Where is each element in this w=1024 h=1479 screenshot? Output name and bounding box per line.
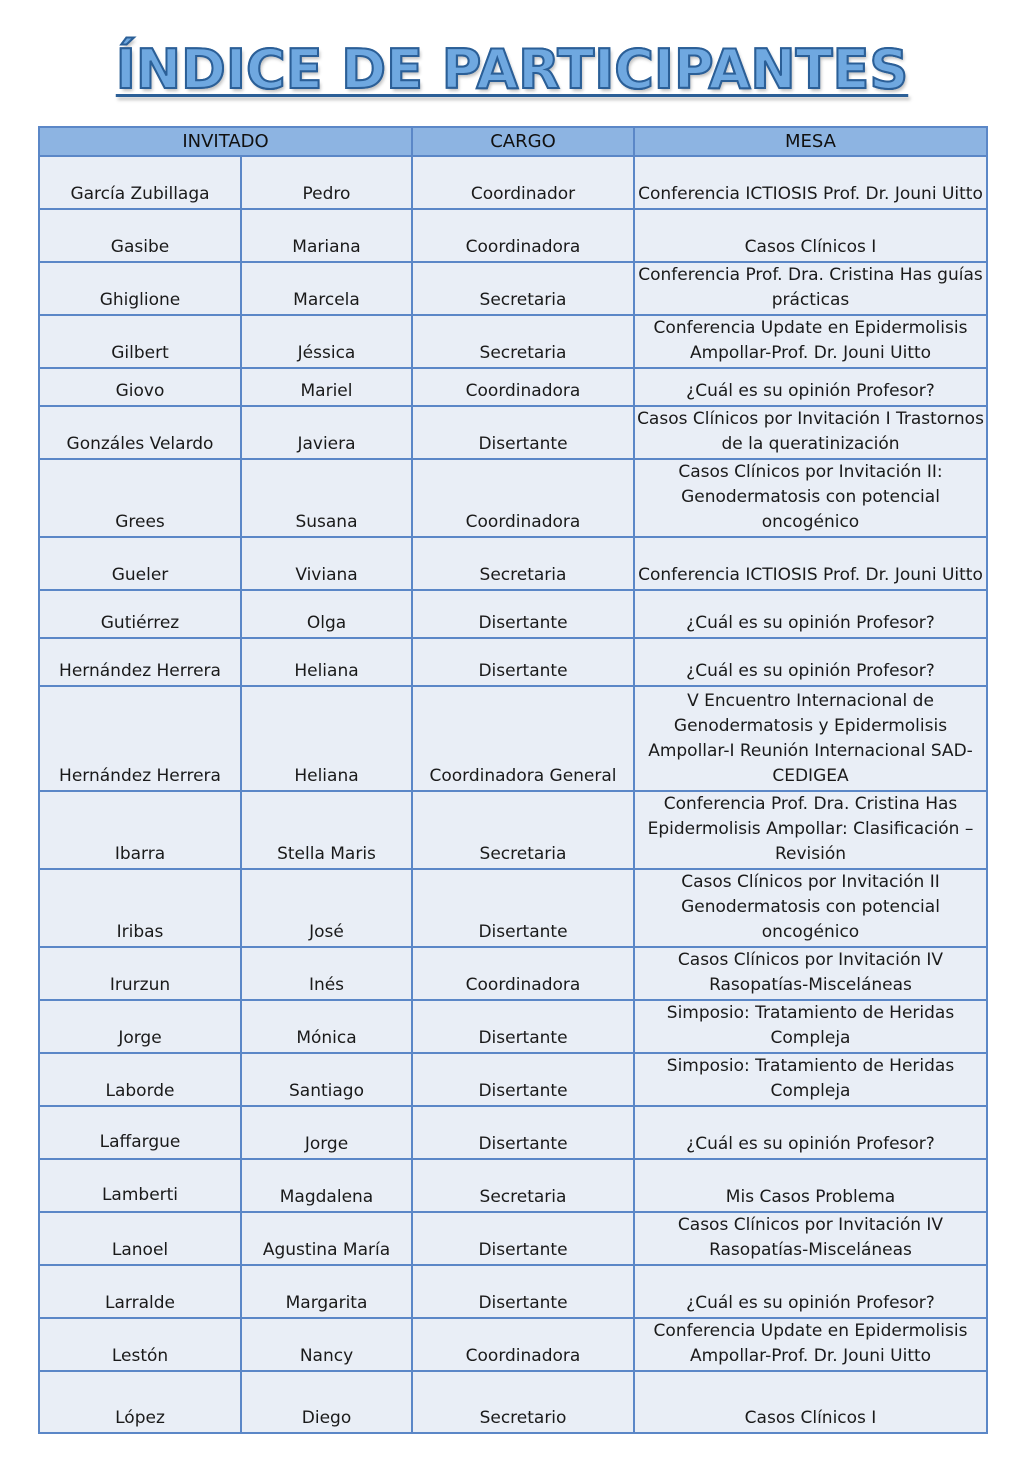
table-row [39,406,987,459]
table-row [39,1000,987,1053]
cell-nombre: Pedro [241,156,412,209]
cell-mesa: Casos Clínicos por Invitación IV Rasopatías-Misceláneas [634,1212,987,1265]
cell-mesa: Casos Clínicos por Invitación II Genodermatosis con potencial oncogénico [634,869,987,947]
cell-cargo: Disertante [412,1106,634,1159]
table-row [39,368,987,406]
cell-mesa: Conferencia Prof. Dra. Cristina Has Epidermolisis Ampollar: Clasificación – Revisión [634,791,987,869]
cell-nombre: Heliana [241,686,412,791]
cell-mesa: ¿Cuál es su opinión Profesor? [634,1106,987,1159]
cell-nombre: Inés [241,947,412,1000]
table-row [39,590,987,638]
cell-nombre: Marcela [241,262,412,315]
cell-apellido: Gutiérrez [39,590,241,638]
table-row [39,537,987,590]
cell-apellido: Ibarra [39,791,241,869]
table-row [39,315,987,368]
cell-cargo: Disertante [412,1000,634,1053]
cell-mesa: Simposio: Tratamiento de Heridas Compleja [634,1053,987,1106]
cell-apellido: Lamberti [39,1159,241,1212]
cell-mesa: Conferencia Update en Epidermolisis Ampollar-Prof. Dr. Jouni Uitto [634,315,987,368]
table-row [39,947,987,1000]
cell-apellido: Hernández Herrera [39,686,241,791]
cell-mesa: ¿Cuál es su opinión Profesor? [634,590,987,638]
cell-cargo: Coordinadora [412,368,634,406]
cell-nombre: Stella Maris [241,791,412,869]
cell-nombre: Mariel [241,368,412,406]
cell-cargo: Coordinadora [412,209,634,262]
cell-mesa: ¿Cuál es su opinión Profesor? [634,1265,987,1318]
cell-apellido: Laffargue [39,1106,241,1159]
cell-cargo: Secretaria [412,262,634,315]
cell-apellido: García Zubillaga [39,156,241,209]
cell-nombre: Agustina María [241,1212,412,1265]
cell-apellido: Irurzun [39,947,241,1000]
cell-mesa: ¿Cuál es su opinión Profesor? [634,368,987,406]
cell-cargo: Disertante [412,1212,634,1265]
table-row [39,459,987,537]
cell-apellido: Iribas [39,869,241,947]
cell-nombre: Mónica [241,1000,412,1053]
page-title: ÍNDICE DE PARTICIPANTES [115,38,909,101]
cell-apellido: López [39,1371,241,1433]
cell-apellido: Gonzáles Velardo [39,406,241,459]
table-row [39,1212,987,1265]
cell-nombre: Mariana [241,209,412,262]
cell-mesa: Conferencia Prof. Dra. Cristina Has guías prácticas [634,262,987,315]
cell-cargo: Secretaria [412,315,634,368]
header-mesa: MESA [634,127,987,156]
cell-apellido: Larralde [39,1265,241,1318]
cell-apellido: Jorge [39,1000,241,1053]
cell-nombre: Jéssica [241,315,412,368]
table-row [39,686,987,791]
cell-cargo: Disertante [412,638,634,686]
table-row [39,1265,987,1318]
cell-cargo: Disertante [412,1265,634,1318]
cell-cargo: Coordinadora [412,947,634,1000]
table-row [39,1159,987,1212]
table-row [39,156,987,209]
cell-cargo: Disertante [412,590,634,638]
cell-nombre: Santiago [241,1053,412,1106]
header-row [39,127,987,156]
cell-apellido: Gasibe [39,209,241,262]
cell-mesa: Casos Clínicos por Invitación I Trastornos de la queratinización [634,406,987,459]
cell-mesa: V Encuentro Internacional de Genodermatosis y Epidermolisis Ampollar-I Reunión Internacional SAD- CEDIGEA [634,686,987,791]
cell-cargo: Disertante [412,1053,634,1106]
table-row [39,638,987,686]
cell-apellido: Ghiglione [39,262,241,315]
header-cargo: CARGO [412,127,634,156]
cell-nombre: Viviana [241,537,412,590]
cell-apellido: Grees [39,459,241,537]
cell-cargo: Coordinadora [412,459,634,537]
cell-nombre: Javiera [241,406,412,459]
cell-apellido: Lanoel [39,1212,241,1265]
cell-mesa: Conferencia ICTIOSIS Prof. Dr. Jouni Uitto [634,537,987,590]
cell-apellido: Lestón [39,1318,241,1371]
header-invitado: INVITADO [39,127,412,156]
cell-cargo: Secretaria [412,791,634,869]
cell-mesa: Conferencia ICTIOSIS Prof. Dr. Jouni Uitto [634,156,987,209]
cell-mesa: Mis Casos Problema [634,1159,987,1212]
participants-table [38,126,988,1434]
cell-cargo: Secretaria [412,537,634,590]
cell-nombre: Magdalena [241,1159,412,1212]
cell-apellido: Laborde [39,1053,241,1106]
table-row [39,1106,987,1159]
cell-nombre: Jorge [241,1106,412,1159]
cell-cargo: Disertante [412,406,634,459]
table-row [39,262,987,315]
cell-mesa: ¿Cuál es su opinión Profesor? [634,638,987,686]
cell-mesa: Simposio: Tratamiento de Heridas Compleja [634,1000,987,1053]
cell-cargo: Secretario [412,1371,634,1433]
cell-apellido: Giovo [39,368,241,406]
table-row [39,869,987,947]
cell-nombre: Margarita [241,1265,412,1318]
cell-apellido: Gilbert [39,315,241,368]
table-row [39,1371,987,1433]
cell-nombre: Nancy [241,1318,412,1371]
cell-cargo: Secretaria [412,1159,634,1212]
table-row [39,1053,987,1106]
cell-cargo: Disertante [412,869,634,947]
cell-mesa: Casos Clínicos I [634,209,987,262]
table-row [39,1318,987,1371]
cell-nombre: Susana [241,459,412,537]
cell-mesa: Casos Clínicos I [634,1371,987,1433]
table-row [39,209,987,262]
cell-nombre: José [241,869,412,947]
cell-apellido: Gueler [39,537,241,590]
cell-nombre: Diego [241,1371,412,1433]
cell-cargo: Coordinadora General [412,686,634,791]
table-row [39,791,987,869]
cell-mesa: Conferencia Update en Epidermolisis Ampollar-Prof. Dr. Jouni Uitto [634,1318,987,1371]
cell-mesa: Casos Clínicos por Invitación II: Genodermatosis con potencial oncogénico [634,459,987,537]
cell-mesa: Casos Clínicos por Invitación IV Rasopatías-Misceláneas [634,947,987,1000]
cell-apellido: Hernández Herrera [39,638,241,686]
cell-cargo: Coordinadora [412,1318,634,1371]
title-wrap [0,30,1024,110]
cell-cargo: Coordinador [412,156,634,209]
cell-nombre: Olga [241,590,412,638]
cell-nombre: Heliana [241,638,412,686]
